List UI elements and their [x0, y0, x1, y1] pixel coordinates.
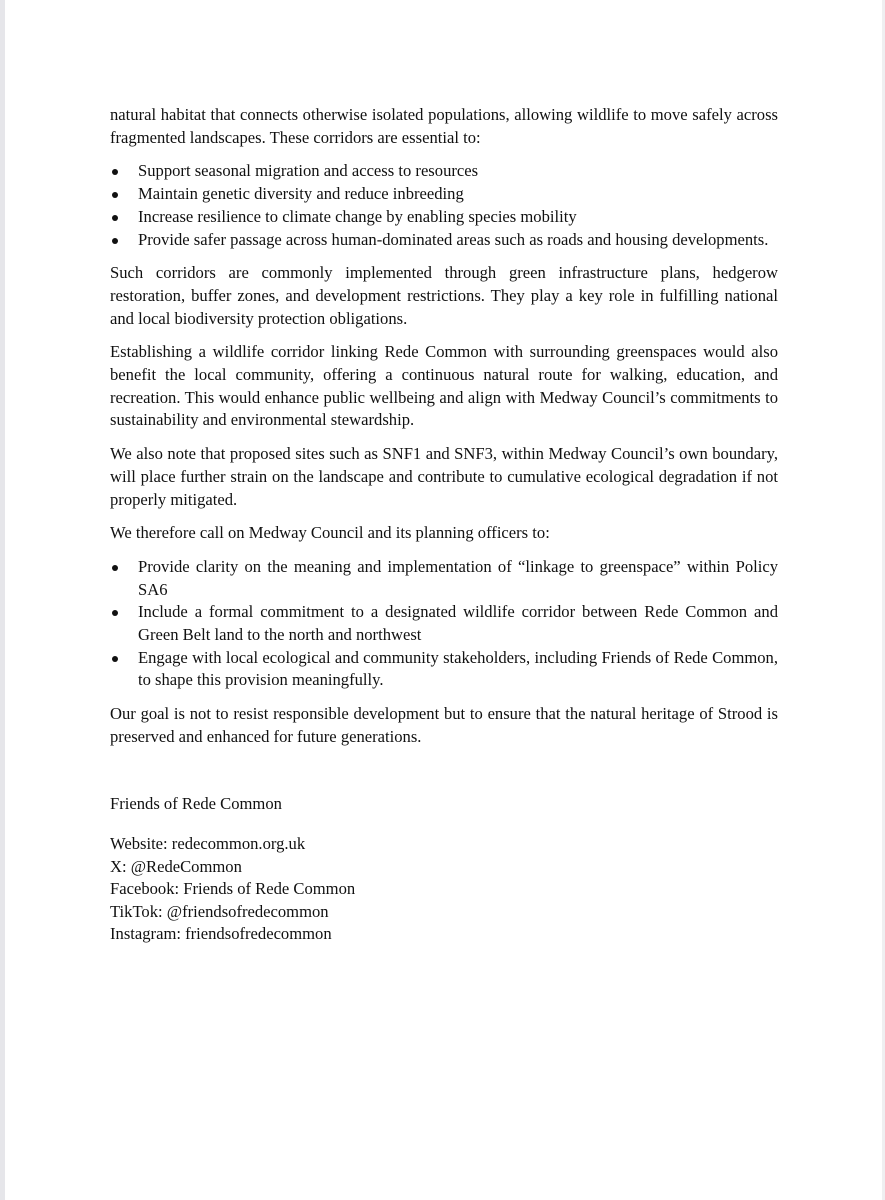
contact-x: X: @RedeCommon	[110, 856, 242, 876]
list-item: Include a formal commitment to a designated wildlife corridor between Rede Common and Green Belt land to the north and northwest	[110, 601, 778, 646]
contact-list	[110, 833, 778, 946]
sites-paragraph: We also note that proposed sites such as SNF1 and SNF3, within Medway Council’s own boundary, will place further strain on the landscape and contribute to cumulative ecological degradation if not properly mitigated.	[110, 444, 778, 509]
list-item: Provide safer passage across human-dominated areas such as roads and housing developments.	[110, 229, 778, 252]
list-item: Increase resilience to climate change by enabling species mobility	[110, 206, 778, 229]
community-paragraph: Establishing a wildlife corridor linking Rede Common with surrounding greenspaces would also benefit the local community, offering a continuous natural route for walking, education, and recreation. This would enhance public wellbeing and align with Medway Council’s commitments to sustainability and environmental stewardship.	[110, 342, 778, 430]
corridor-benefits-list	[110, 160, 778, 251]
list-item: Maintain genetic diversity and reduce inbreeding	[110, 183, 778, 206]
document-page	[110, 104, 778, 946]
contact-tiktok: TikTok: @friendsofredecommon	[110, 901, 329, 921]
list-item: Engage with local ecological and community stakeholders, including Friends of Rede Common, to shape this provision meaningfully.	[110, 647, 778, 692]
list-item: Provide clarity on the meaning and implementation of “linkage to greenspace” within Policy SA6	[110, 556, 778, 601]
signature: Friends of Rede Common	[110, 793, 282, 813]
contact-website: Website: redecommon.org.uk	[110, 834, 306, 854]
page-edge-left	[0, 0, 5, 1200]
implementation-paragraph: Such corridors are commonly implemented through green infrastructure plans, hedgerow restoration, buffer zones, and development restrictions. They play a key role in fulfilling national and local biodiversity protection obligations.	[110, 263, 778, 328]
list-item: Support seasonal migration and access to resources	[110, 160, 778, 183]
intro-paragraph: natural habitat that connects otherwise isolated populations, allowing wildlife to move safely across fragmented landscapes. These corridors are essential to:	[110, 105, 778, 147]
contact-facebook: Facebook: Friends of Rede Common	[110, 879, 356, 899]
contact-instagram: Instagram: friendsofredecommon	[110, 924, 332, 944]
goal-paragraph: Our goal is not to resist responsible development but to ensure that the natural heritage of Strood is preserved and enhanced for future generations.	[110, 704, 778, 746]
call-paragraph: We therefore call on Medway Council and its planning officers to:	[110, 523, 550, 543]
requests-list	[110, 556, 778, 692]
